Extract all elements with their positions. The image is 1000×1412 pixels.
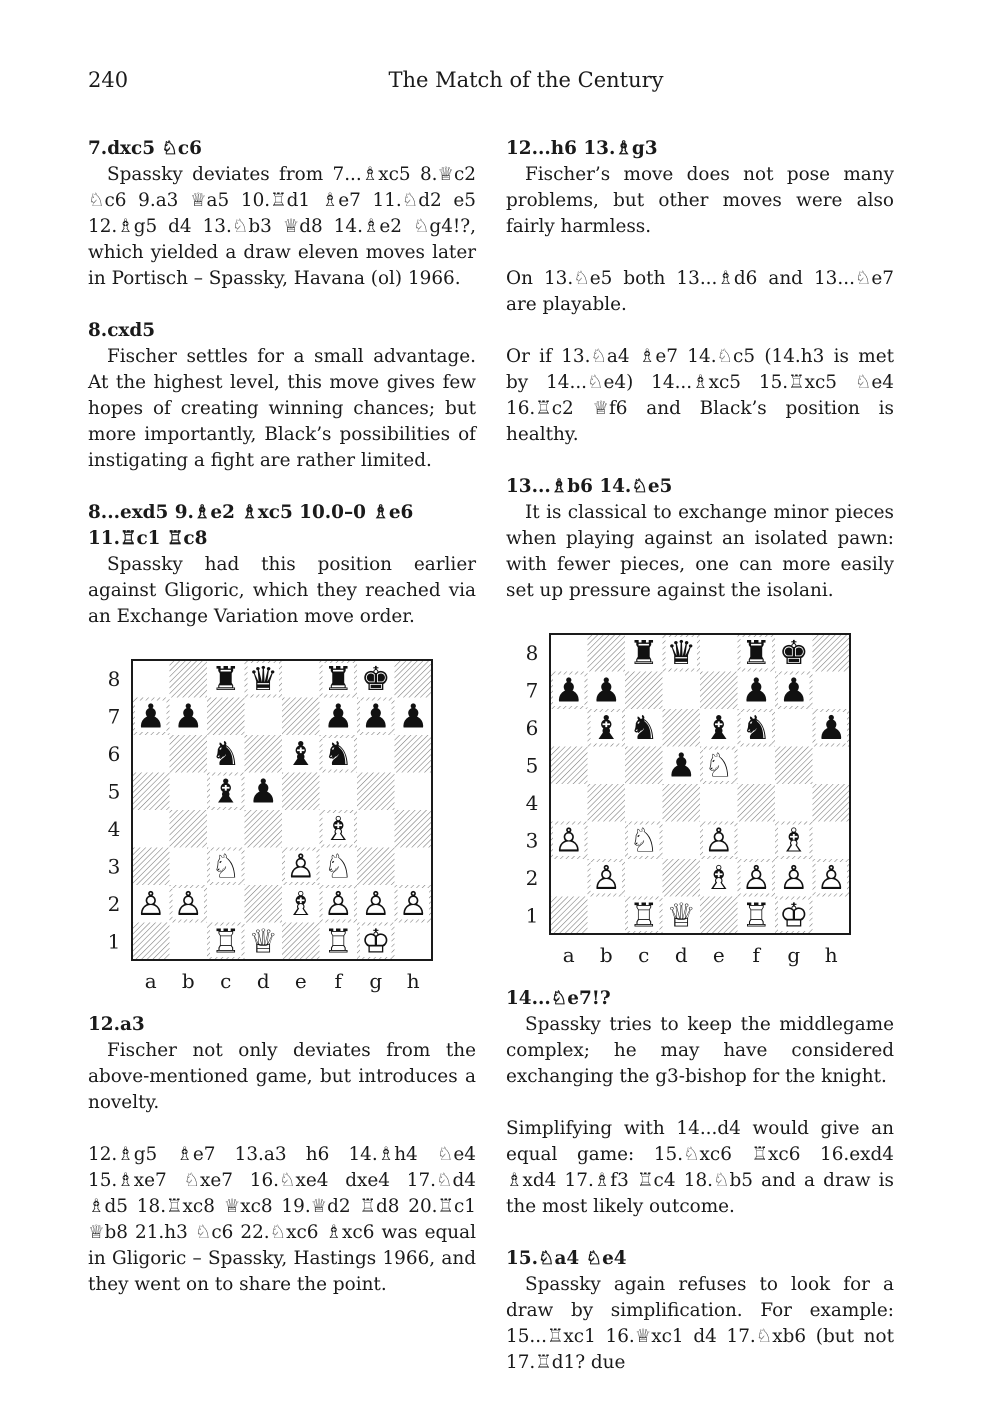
chess-piece-icon: ♟ [816, 707, 847, 747]
chess-piece-icon: ♝ [703, 707, 734, 747]
board-square [700, 897, 738, 935]
rank-label: 6 [525, 715, 539, 740]
board-square [550, 747, 588, 785]
board-square [588, 784, 626, 822]
board-square [588, 897, 626, 935]
board-square [550, 784, 588, 822]
board-square [395, 923, 433, 961]
chess-piece-icon: ♜ [628, 632, 659, 672]
move-heading: 7.dxc5 ♘c6 [88, 138, 202, 159]
board-square [663, 672, 701, 710]
chess-piece-icon: ♞ [210, 733, 241, 773]
board-square [132, 660, 170, 698]
board-square [282, 660, 320, 698]
board-square [170, 810, 208, 848]
chess-piece-icon: ♙ [398, 883, 429, 923]
board-square [170, 773, 208, 811]
file-label: f [752, 943, 760, 967]
board-square [132, 848, 170, 886]
chess-piece-icon: ♗ [285, 883, 316, 923]
chessboard-diagram-2 [506, 630, 894, 970]
commentary-paragraph: It is classical to exchange minor pieces when playing against an isolated pawn: with fewer pieces, one can more easily set up pressure against the isolani. [506, 502, 894, 601]
chess-piece-icon: ♖ [210, 921, 241, 961]
chess-piece-icon: ♟ [173, 696, 204, 736]
board-square [625, 784, 663, 822]
file-label: h [824, 943, 838, 967]
board-square [170, 735, 208, 773]
board-square [132, 810, 170, 848]
rank-label: 3 [107, 854, 121, 879]
chess-piece-icon: ♞ [741, 707, 772, 747]
right-column [506, 136, 894, 1376]
file-label: d [674, 943, 688, 967]
board-square [813, 822, 851, 860]
chess-piece-icon: ♜ [210, 658, 241, 698]
chess-piece-icon: ♛ [248, 658, 279, 698]
commentary-paragraph: Spassky tries to keep the middlegame complex; he may have considered exchanging the g3-bishop for the knight. [506, 1014, 894, 1087]
chess-piece-icon: ♝ [285, 733, 316, 773]
chess-piece-icon: ♚ [778, 632, 809, 672]
commentary-paragraph: Or if 13.♘a4 ♗e7 14.♘c5 (14.h3 is met by 14...♘e4) 14...♗xc5 15.♖xc5 ♘e4 16.♖c2 ♕f6 and Black’s position is healthy. [506, 346, 894, 445]
board-square [813, 634, 851, 672]
board-square [663, 784, 701, 822]
page-number: 240 [88, 68, 129, 92]
chess-piece-icon: ♘ [703, 745, 734, 785]
chess-piece-icon: ♟ [778, 670, 809, 710]
board-square [700, 672, 738, 710]
chess-piece-icon: ♕ [666, 895, 697, 935]
file-label: e [712, 943, 725, 967]
commentary-paragraph: On 13.♘e5 both 13...♗d6 and 13...♘e7 are playable. [506, 268, 894, 315]
move-heading: 8...exd5 9.♗e2 ♗xc5 10.0–0 ♗e6 11.♖c1 ♖c8 [88, 502, 414, 549]
commentary-paragraph: Fischer settles for a small advantage. At the highest level, this move gives few hopes of creating winning chances; but more importantly, Black’s possibilities of instigating a fight are rather limited. [88, 346, 476, 471]
board-square [282, 810, 320, 848]
board-square [588, 747, 626, 785]
move-heading: 14...♘e7!? [506, 988, 611, 1009]
chess-piece-icon: ♘ [323, 846, 354, 886]
file-label: a [562, 943, 575, 967]
move-heading: 12...h6 13.♗g3 [506, 138, 658, 159]
chess-piece-icon: ♛ [666, 632, 697, 672]
board-square [357, 773, 395, 811]
chess-piece-icon: ♟ [666, 745, 697, 785]
board-square [170, 848, 208, 886]
chess-piece-icon: ♞ [628, 707, 659, 747]
chess-piece-icon: ♙ [703, 820, 734, 860]
chess-piece-icon: ♟ [135, 696, 166, 736]
chess-piece-icon: ♚ [360, 658, 391, 698]
commentary-paragraph: Spassky again refuses to look for a draw by simplification. For example: 15...♖xc1 16.♕xc1 d4 17.♘xb6 (but not 17.♖d1? due [506, 1274, 894, 1373]
board-square [550, 709, 588, 747]
running-title: The Match of the Century [388, 68, 664, 92]
rank-label: 7 [525, 678, 539, 703]
file-label: a [144, 969, 157, 993]
board-square [813, 672, 851, 710]
file-label: g [369, 969, 383, 993]
board-square [738, 822, 776, 860]
rank-label: 5 [525, 753, 539, 778]
file-label: b [181, 969, 195, 993]
board-square [588, 822, 626, 860]
rank-label: 2 [525, 865, 539, 890]
board-square [245, 698, 283, 736]
board-square [550, 897, 588, 935]
chess-piece-icon: ♟ [398, 696, 429, 736]
board-square [663, 822, 701, 860]
chessboard-diagram-1 [88, 656, 476, 996]
rank-label: 4 [107, 816, 121, 841]
board-square [775, 784, 813, 822]
file-label: c [638, 943, 650, 967]
file-label: h [406, 969, 420, 993]
chess-piece-icon: ♞ [323, 733, 354, 773]
chess-piece-icon: ♟ [323, 696, 354, 736]
page-header [88, 68, 894, 102]
board-square [245, 848, 283, 886]
chess-piece-icon: ♟ [553, 670, 584, 710]
chess-piece-icon: ♜ [741, 632, 772, 672]
board-square [320, 773, 358, 811]
board-square [170, 923, 208, 961]
rank-label: 8 [107, 666, 121, 691]
board-square [170, 660, 208, 698]
chess-piece-icon: ♙ [323, 883, 354, 923]
file-label: c [220, 969, 232, 993]
board-square [395, 848, 433, 886]
chess-piece-icon: ♙ [360, 883, 391, 923]
file-label: d [256, 969, 270, 993]
chess-piece-icon: ♖ [323, 921, 354, 961]
chess-piece-icon: ♙ [778, 857, 809, 897]
chess-piece-icon: ♔ [360, 921, 391, 961]
chess-piece-icon: ♕ [248, 921, 279, 961]
chess-piece-icon: ♝ [591, 707, 622, 747]
rank-label: 8 [525, 640, 539, 665]
chess-piece-icon: ♗ [323, 808, 354, 848]
board-square [357, 848, 395, 886]
board-square [282, 923, 320, 961]
board-square [775, 747, 813, 785]
file-label: e [294, 969, 307, 993]
board-square [700, 784, 738, 822]
chess-piece-icon: ♖ [628, 895, 659, 935]
board-square [132, 923, 170, 961]
rank-label: 4 [525, 790, 539, 815]
board-square [738, 784, 776, 822]
chess-piece-icon: ♙ [741, 857, 772, 897]
chess-piece-icon: ♟ [591, 670, 622, 710]
board-square [775, 709, 813, 747]
board-square [700, 634, 738, 672]
board-square [588, 634, 626, 672]
board-square [132, 735, 170, 773]
board-square [663, 709, 701, 747]
rank-label: 6 [107, 741, 121, 766]
board-square [132, 773, 170, 811]
board-square [813, 784, 851, 822]
chess-piece-icon: ♗ [778, 820, 809, 860]
move-heading: 15.♘a4 ♘e4 [506, 1248, 627, 1269]
board-square [207, 698, 245, 736]
rank-label: 5 [107, 779, 121, 804]
file-label: g [787, 943, 801, 967]
board-square [207, 885, 245, 923]
file-label: f [334, 969, 342, 993]
board-square [625, 672, 663, 710]
chess-piece-icon: ♙ [173, 883, 204, 923]
chess-piece-icon: ♔ [778, 895, 809, 935]
chess-piece-icon: ♖ [741, 895, 772, 935]
board-square [663, 859, 701, 897]
chess-piece-icon: ♙ [591, 857, 622, 897]
board-square [738, 747, 776, 785]
chess-piece-icon: ♙ [553, 820, 584, 860]
move-heading: 8.cxd5 [88, 320, 156, 341]
board-square [357, 810, 395, 848]
chess-piece-icon: ♘ [628, 820, 659, 860]
rank-label: 7 [107, 704, 121, 729]
board-square [395, 810, 433, 848]
board-square [207, 810, 245, 848]
left-column [88, 136, 476, 1298]
chess-piece-icon: ♝ [210, 771, 241, 811]
chess-piece-icon: ♟ [741, 670, 772, 710]
board-square [550, 859, 588, 897]
board-square [395, 735, 433, 773]
board-square [625, 747, 663, 785]
chess-piece-icon: ♟ [360, 696, 391, 736]
rank-label: 2 [107, 891, 121, 916]
board-square [245, 810, 283, 848]
rank-label: 3 [525, 828, 539, 853]
board-square [245, 735, 283, 773]
chess-diagram [506, 630, 894, 970]
commentary-paragraph: Simplifying with 14...d4 would give an equal game: 15.♘xc6 ♖xc6 16.exd4 ♗xd4 17.♗f3 ♖c4 18.♘b5 and a draw is the most likely outcome. [506, 1118, 894, 1217]
chess-piece-icon: ♗ [703, 857, 734, 897]
move-heading: 12.a3 [88, 1014, 145, 1035]
board-square [813, 897, 851, 935]
chess-piece-icon: ♙ [135, 883, 166, 923]
chess-diagram [88, 656, 476, 996]
commentary-paragraph: Spassky had this position earlier against Gligoric, which they reached via an Exchange Variation move order. [88, 554, 476, 627]
rank-label: 1 [107, 929, 121, 954]
chess-piece-icon: ♙ [816, 857, 847, 897]
commentary-paragraph: Fischer’s move does not pose many problems, but other moves were also fairly harmless. [506, 164, 894, 237]
commentary-paragraph: Fischer not only deviates from the above-mentioned game, but introduces a novelty. [88, 1040, 476, 1113]
board-square [282, 698, 320, 736]
commentary-paragraph: 12.♗g5 ♗e7 13.a3 h6 14.♗h4 ♘e4 15.♗xe7 ♘xe7 16.♘xe4 dxe4 17.♘d4 ♗d5 18.♖xc8 ♕xc8 19.♕d2 ♖d8 20.♖c1 ♕b8 21.h3 ♘c6 22.♘xc6 ♗xc6 was equal in Gligoric – Spassky, Hastings 1966, and they went on to share the point. [88, 1144, 476, 1295]
chess-piece-icon: ♟ [248, 771, 279, 811]
board-square [813, 747, 851, 785]
board-square [395, 660, 433, 698]
chess-piece-icon: ♘ [210, 846, 241, 886]
move-heading: 13...♗b6 14.♘e5 [506, 476, 673, 497]
chess-piece-icon: ♙ [285, 846, 316, 886]
board-square [357, 735, 395, 773]
board-square [282, 773, 320, 811]
commentary-paragraph: Spassky deviates from 7...♗xc5 8.♕c2 ♘c6 9.a3 ♕a5 10.♖d1 ♗e7 11.♘d2 e5 12.♗g5 d4 13.♘b3 ♕d8 14.♗e2 ♘g4!?, which yielded a draw eleven moves later in Portisch – Spassky, Havana (ol) 1966. [88, 164, 476, 289]
file-label: b [599, 943, 613, 967]
board-square [245, 885, 283, 923]
chess-piece-icon: ♜ [323, 658, 354, 698]
rank-label: 1 [525, 903, 539, 928]
board-square [625, 859, 663, 897]
board-square [550, 634, 588, 672]
board-square [395, 773, 433, 811]
